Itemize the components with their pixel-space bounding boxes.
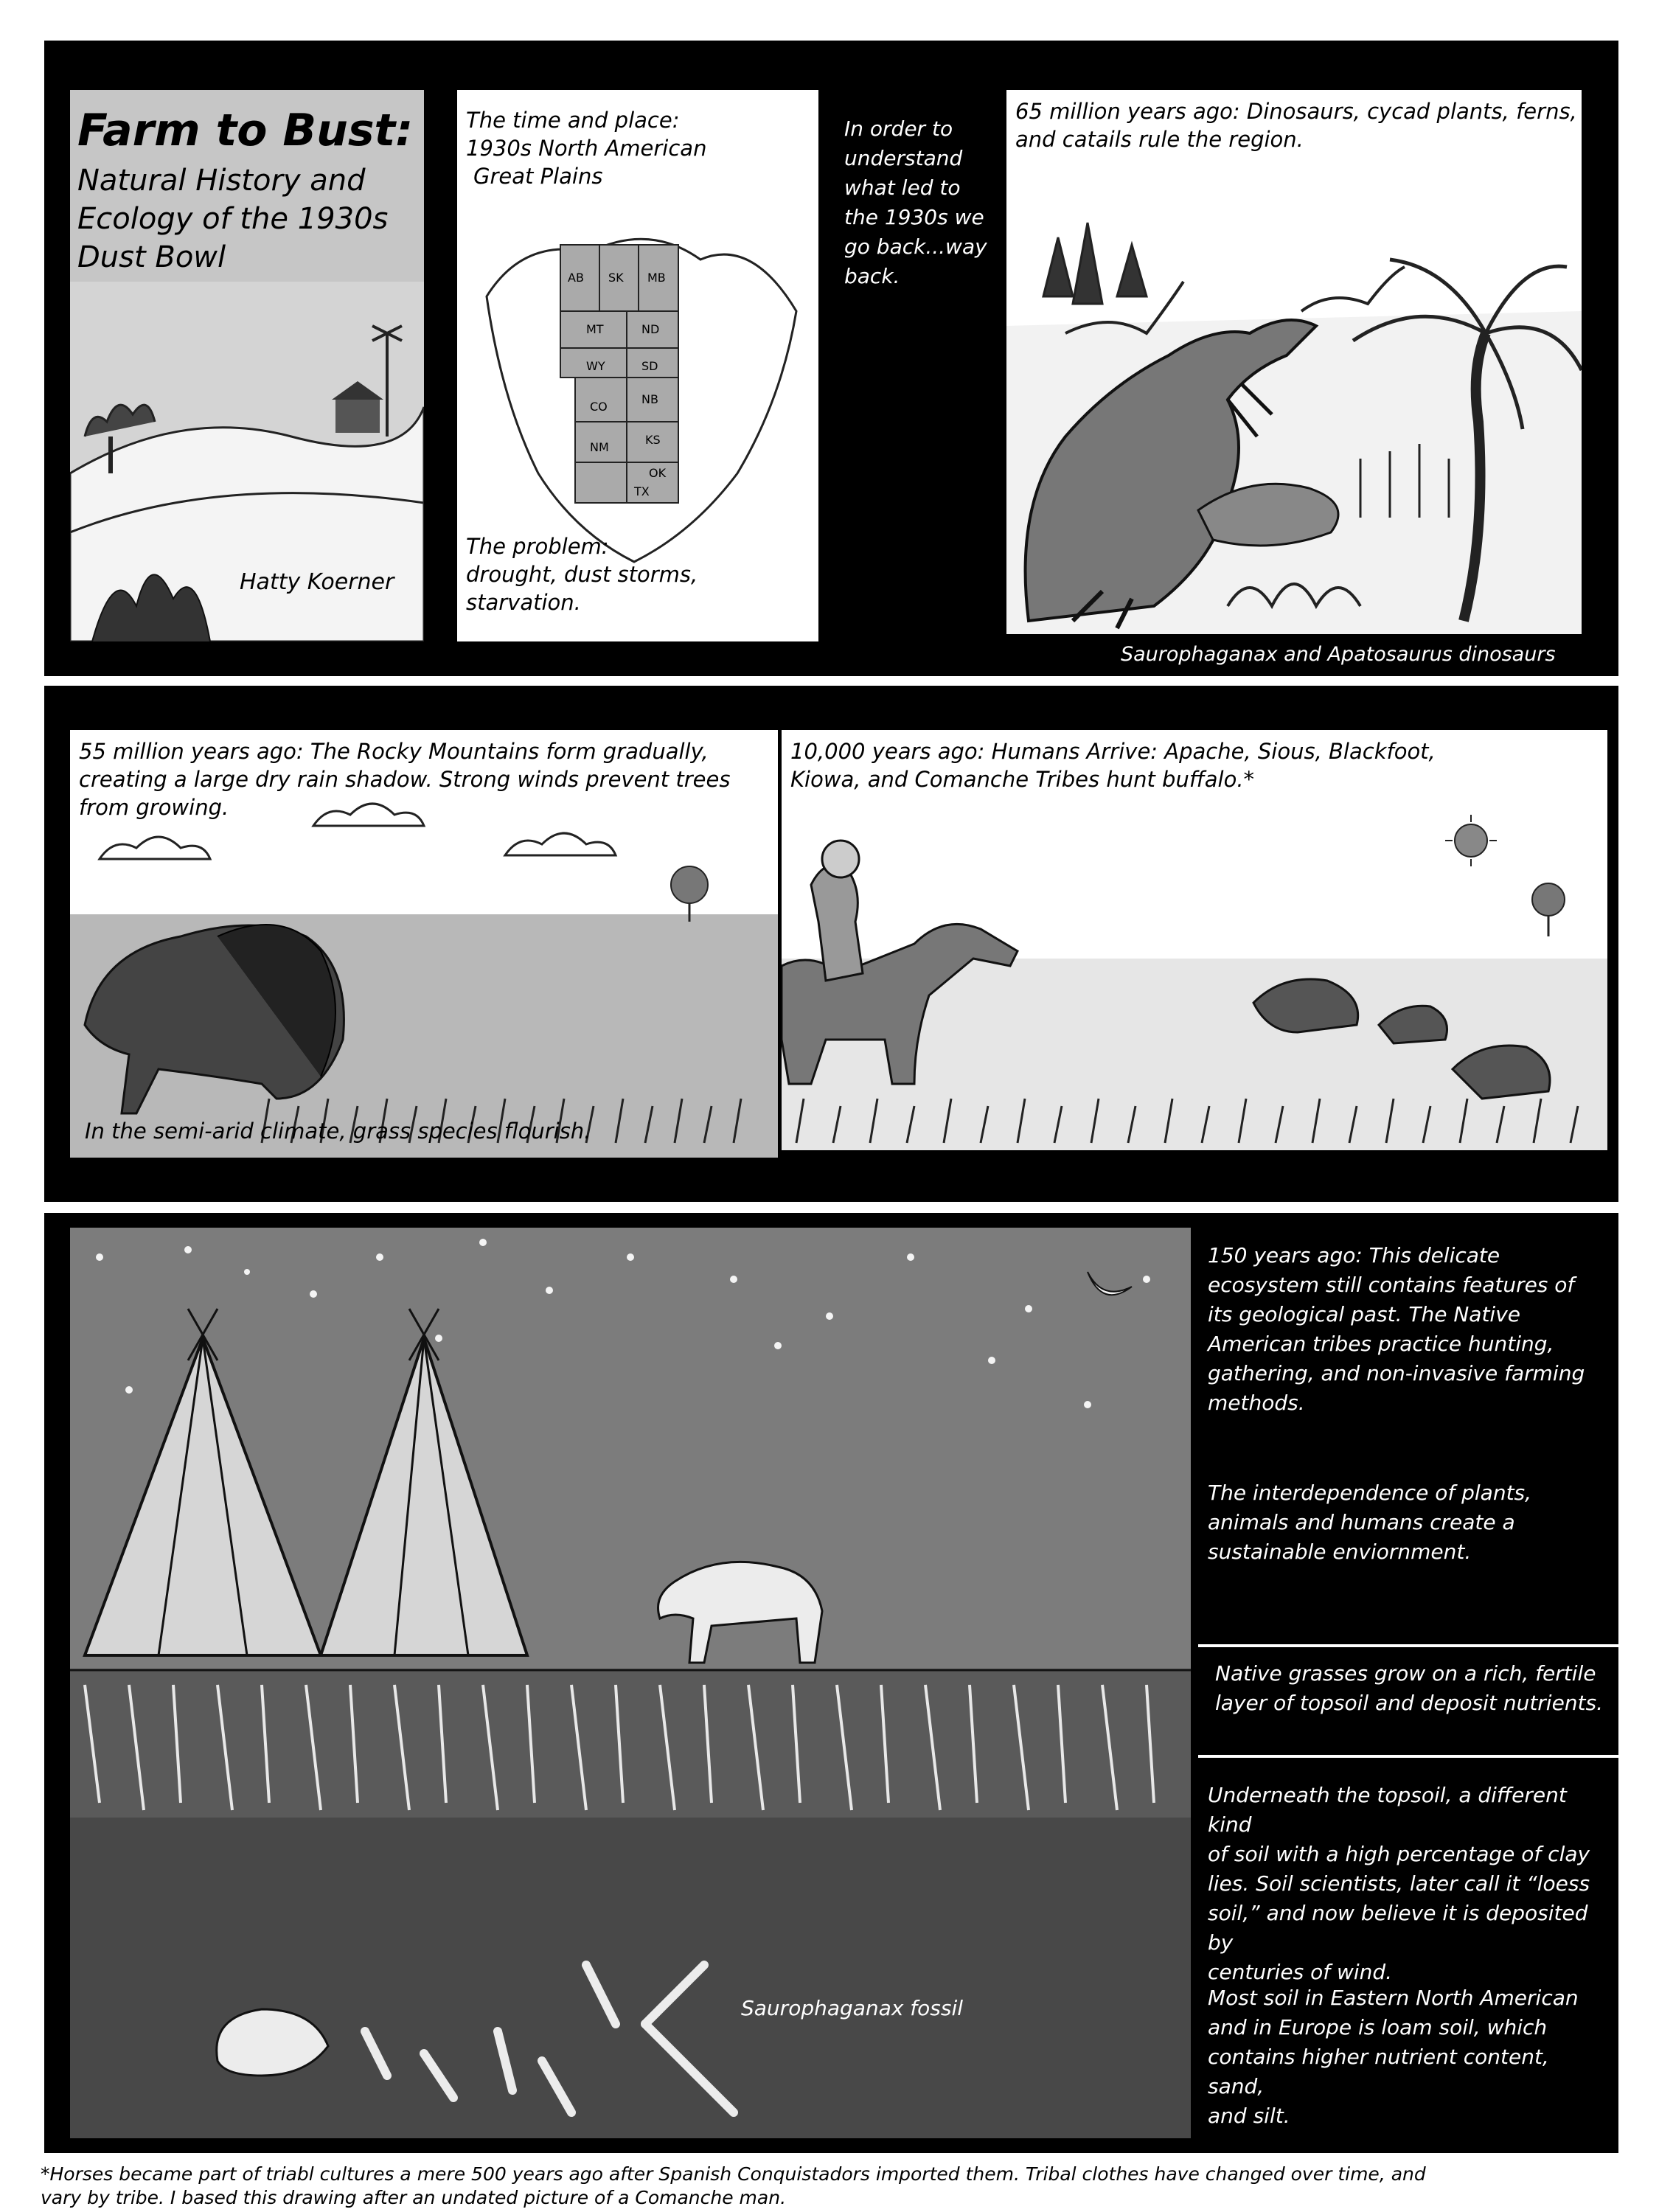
intro-line: go back...way [844,234,987,259]
state-label-nm: NM [590,440,609,454]
ecosystem-panel [70,1228,1191,2138]
intro-line: the 1930s we [844,205,984,229]
dinosaur-illustration [1006,90,1582,634]
text-line: methods. [1208,1391,1305,1415]
state-label-mb: MB [647,271,666,285]
cover-title: Farm to Bust: [77,105,414,156]
state-label-tx: TX [634,484,650,498]
text-line: soil,” and now believe it is deposited by [1208,1901,1588,1955]
mountains-caption-line3: from growing. [79,795,229,820]
text-line: centuries of wind. [1208,1960,1393,1984]
tipi-soil-illustration [70,1228,1191,2138]
state-label-co: CO [590,400,608,414]
state-label-sk: SK [608,271,624,285]
cover-subtitle-line2: Ecology of the 1930s [77,202,389,236]
dino-caption-line1: 65 million years ago: Dinosaurs, cycad plants, ferns, [1015,99,1577,124]
topsoil-text [1215,1659,1613,1718]
text-line: Underneath the topsoil, a different kind [1208,1783,1567,1837]
intro-text [844,114,999,291]
text-line: layer of topsoil and deposit nutrients. [1215,1691,1604,1715]
text-line: and in Europe is loam soil, which [1208,2015,1548,2039]
text-line: lies. Soil scientists, later call it “loess [1208,1871,1590,1896]
cover-subtitle-line1: Natural History and [77,164,366,198]
state-label-nd: ND [641,322,660,336]
footnote-line2: vary by tribe. I based this drawing after an undated picture of a Comanche man. [41,2187,787,2208]
dino-caption-line2: and catails rule the region. [1015,127,1304,152]
divider-line [1198,1755,1618,1758]
text-line: Most soil in Eastern North American [1208,1986,1579,2010]
footnote-line1: *Horses became part of triabl cultures a mere 500 years ago after Spanish Conquistadors imported them. Tribal clothes have changed over time, and [41,2163,1426,2185]
dinosaur-panel [1006,90,1582,634]
map-caption-top-line2: 1930s North American [466,136,707,161]
text-line: and silt. [1208,2104,1290,2128]
text-line: Native grasses grow on a rich, fertile [1215,1661,1596,1686]
mountains-caption-line2: creating a large dry rain shadow. Strong winds prevent trees [79,767,731,792]
state-label-ab: AB [568,271,584,285]
text-line: of soil with a high percentage of clay [1208,1842,1590,1866]
text-line: its geological past. The Native [1208,1302,1521,1326]
mountains-caption-line1: 55 million years ago: The Rocky Mountains form gradually, [79,739,709,764]
loam-text [1208,1983,1606,2131]
intro-line: In order to [844,116,953,141]
humans-caption-line1: 10,000 years ago: Humans Arrive: Apache, Sious, Blackfoot, [790,739,1436,764]
map-caption-top-line1: The time and place: [466,108,680,133]
humans-caption-line2: Kiowa, and Comanche Tribes hunt buffalo.* [790,767,1255,792]
loess-text [1208,1781,1606,1987]
cover-panel [70,90,424,641]
intro-line: what led to [844,175,961,200]
mountains-panel [70,730,778,1158]
text-line: gathering, and non-invasive farming [1208,1361,1585,1385]
intro-line: back. [844,264,900,288]
state-label-mt: MT [586,322,604,336]
state-label-ks: KS [645,433,661,447]
mountains-bottom-caption: In the semi-arid climate, grass species flourish. [85,1119,591,1144]
text-line: ecosystem still contains features of [1208,1273,1575,1297]
map-caption-bottom-line1: The problem: [466,534,609,559]
text-line: contains higher nutrient content, sand, [1208,2045,1549,2098]
text-line: sustainable enviornment. [1208,1540,1472,1564]
ecosystem-text-1 [1208,1241,1606,1418]
humans-panel [782,730,1607,1150]
cover-subtitle-line3: Dust Bowl [77,240,226,274]
dino-label: Saurophaganax and Apatosaurus dinosaurs [1121,643,1556,666]
state-label-sd: SD [641,359,658,373]
ecosystem-text-2 [1208,1478,1606,1567]
text-line: animals and humans create a [1208,1510,1515,1534]
text-line: The interdependence of plants, [1208,1481,1532,1505]
state-label-ok: OK [649,466,667,480]
map-caption-bottom-line3: starvation. [466,590,581,615]
text-line: American tribes practice hunting, [1208,1332,1554,1356]
intro-line: understand [844,146,963,170]
state-label-nb: NB [641,392,658,406]
cover-author: Hatty Koerner [240,569,394,595]
text-line: 150 years ago: This delicate [1208,1243,1500,1267]
fossil-label: Saurophaganax fossil [741,1996,964,2020]
divider-line [1198,1644,1618,1647]
map-panel [457,90,818,641]
map-caption-top-line3: Great Plains [473,164,603,189]
state-label-wy: WY [586,359,605,373]
map-caption-bottom-line2: drought, dust storms, [466,562,698,587]
